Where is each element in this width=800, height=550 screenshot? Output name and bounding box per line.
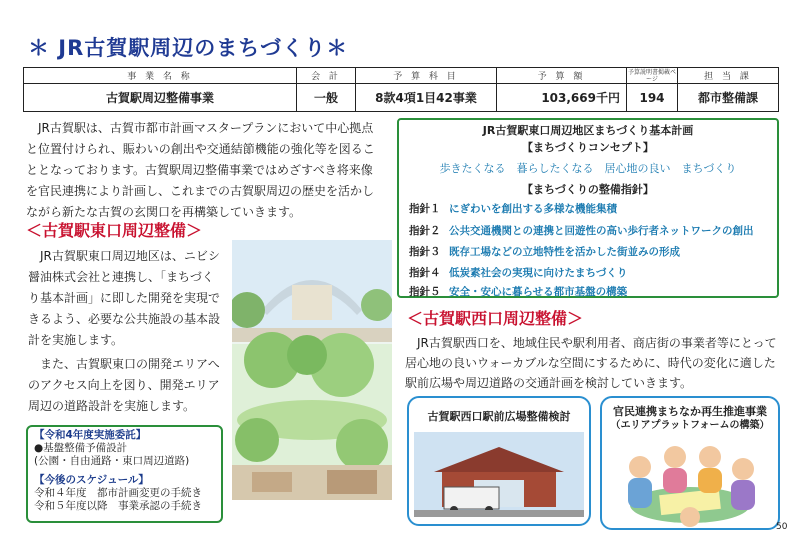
value-department: 都市整備課 — [678, 84, 779, 112]
page-title: ＊ JR古賀駅周辺のまちづくり＊ — [28, 36, 349, 60]
value-budget-item: 8款4項1目42事業 — [356, 84, 497, 112]
concept-text: 歩きたくなる 暮らしたくなる 居心地の良い まちづくり — [439, 162, 737, 175]
schedule-item-2: 令和５年度以降 事業承認の手続き — [34, 500, 202, 512]
commission-detail: (公園・自由通路・東口周辺道路) — [34, 455, 190, 467]
guideline-4-number: 指針４ — [409, 267, 441, 279]
guideline-5-text: 安全・安心に暮らせる都市基盤の構築 — [449, 286, 628, 298]
guideline-4-text: 低炭素社会の実現に向けたまちづくり — [449, 267, 628, 279]
guideline-5 — [409, 284, 627, 299]
schedule-item-1: 令和４年度 都市計画変更の手続き — [34, 487, 202, 499]
intro-paragraph: JR古賀駅は、古賀市都市計画マスタープランにおいて中心拠点と位置付けられ、賑わいの創出や交通結節機能の強化等を図ることとなっております。古賀駅周辺整備事業ではめざすべき将来像を官民連携により計画し、これまでの古賀駅周辺の歴史を活かしながら新たな古賀の玄関口を再構築していきます。 — [26, 121, 375, 219]
west-plaza-card-title: 古賀駅西口駅前広場整備検討 — [427, 410, 571, 423]
schedule-box — [26, 425, 223, 523]
east-text — [28, 246, 223, 420]
guideline-3-text: 既存工場などの立地特性を活かした街並みの形成 — [449, 246, 680, 258]
budget-table — [23, 67, 779, 112]
header-project-name: 事 業 名 称 — [24, 68, 297, 84]
west-plaza-card — [407, 396, 591, 526]
guideline-3-number: 指針３ — [409, 246, 441, 258]
header-department: 担 当 課 — [678, 68, 779, 84]
plan-title: JR古賀駅東口周辺地区まちづくり基本計画 — [482, 124, 694, 137]
platform-card-subtitle: （エリアプラットフォームの構築） — [610, 420, 770, 431]
commission-heading: 【令和4年度実施委託】 — [34, 429, 147, 441]
west-heading: ＜古賀駅西口周辺整備＞ — [407, 309, 584, 328]
basic-plan-box — [397, 118, 779, 298]
value-project-name: 古賀駅周辺整備事業 — [24, 84, 297, 112]
guideline-1-number: 指針１ — [409, 203, 441, 215]
guideline-2 — [409, 223, 754, 238]
guideline-3 — [409, 244, 680, 259]
concept-heading: 【まちづくりコンセプト】 — [522, 141, 654, 154]
meeting-illustration — [605, 437, 775, 529]
header-budget-amount: 予 算 額 — [497, 68, 627, 84]
east-heading: ＜古賀駅東口周辺整備＞ — [26, 221, 203, 240]
guideline-2-text: 公共交通機関との連携と回遊性の高い歩行者ネットワークの創出 — [449, 225, 754, 237]
platform-card-title: 官民連携まちなか再生推進事業 — [613, 405, 767, 418]
guideline-1 — [409, 201, 617, 216]
header-budget-item: 予 算 科 目 — [356, 68, 497, 84]
west-text: JR古賀駅西口を、地域住民や駅利用者、商店街の事業者等にとって居心地の良いウォーカブルな空間にするために、時代の変化に適した駅前広場や周辺道路の交通計画を検討していきます。 — [405, 336, 777, 390]
guideline-1-text: にぎわいを創出する多様な機能集積 — [449, 203, 617, 215]
station-photo — [414, 432, 584, 517]
policy-heading: 【まちづくりの整備指針】 — [522, 183, 654, 196]
guideline-5-number: 指針５ — [409, 286, 441, 298]
value-account: 一般 — [297, 84, 356, 112]
header-page: 予算説明書掲載ページ — [627, 68, 676, 83]
east-paragraph-2: また、古賀駅東口の開発エリアへのアクセス向上を図り、開発エリア周辺の道路設計を実施します。 — [28, 357, 220, 413]
guideline-2-number: 指針２ — [409, 225, 441, 237]
east-illustration — [232, 240, 392, 500]
commission-item: ●基盤整備予備設計 — [34, 442, 128, 454]
platform-card — [600, 396, 780, 530]
schedule-heading: 【今後のスケジュール】 — [34, 474, 149, 486]
page-number: 50 — [776, 522, 788, 532]
east-paragraph-1: JR古賀駅東口周辺地区は、ニビシ醤油株式会社と連携し、「まちづくり基本計画」に即した開発を実現できるよう、必要な公共施設の基本設計を実施します。 — [28, 249, 221, 347]
value-page: 194 — [627, 84, 678, 112]
header-account: 会 計 — [297, 68, 356, 84]
value-budget-amount: 103,669千円 — [497, 84, 627, 112]
guideline-4 — [409, 265, 627, 280]
